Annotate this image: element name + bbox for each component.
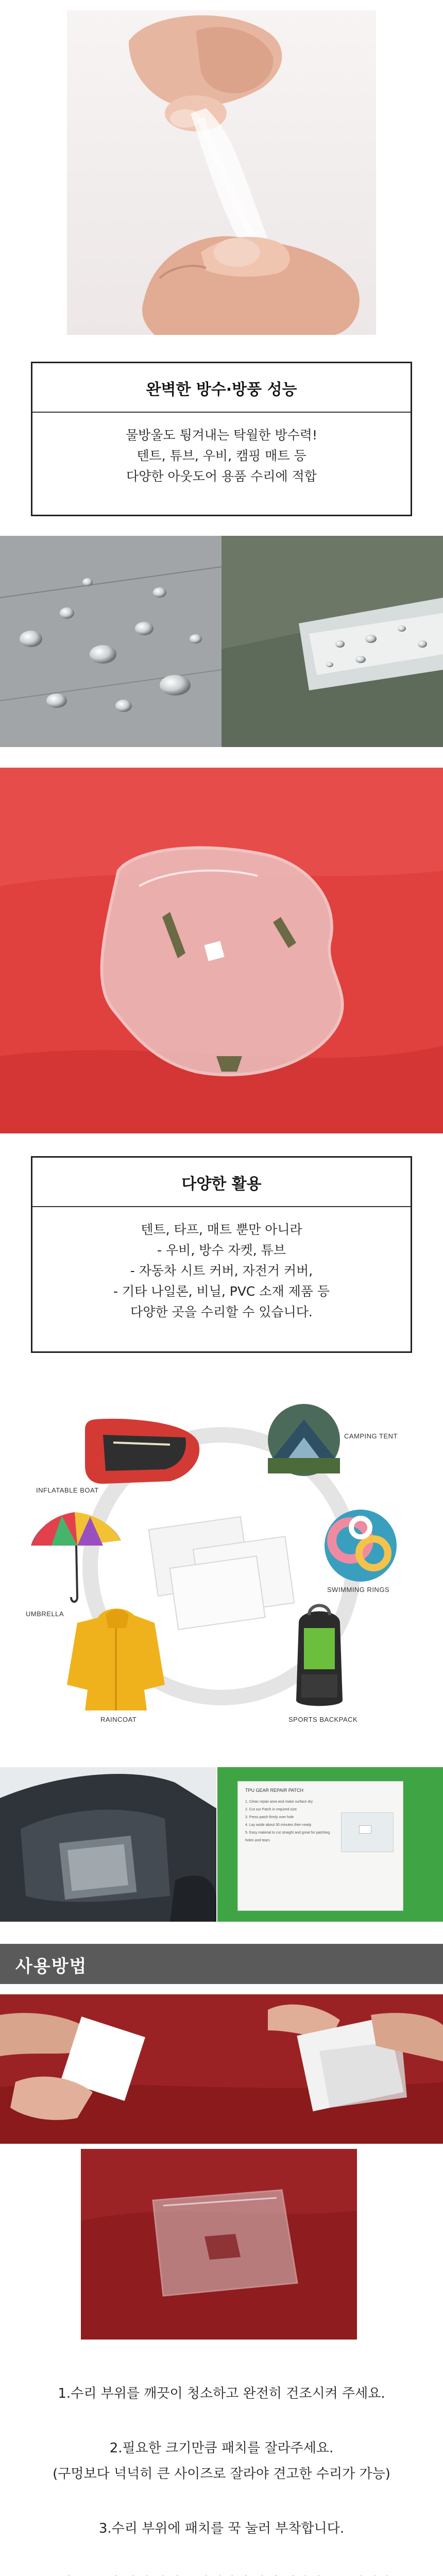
howto-banner — [0, 1944, 443, 1984]
camping-tent-icon — [268, 1404, 340, 1476]
instruction-line: 4. Lay aside about 30 minutes then ready — [245, 1823, 312, 1827]
sports-backpack-label: SPORTS BACKPACK — [288, 1716, 358, 1723]
feature-box-waterproof — [31, 362, 412, 516]
package-card-title: TPU GEAR REPAIR PATCH — [245, 1788, 304, 1793]
swimming-rings-label: SWIMMING RINGS — [327, 1586, 390, 1594]
inflatable-boat-icon — [85, 1419, 199, 1484]
umbrella-label: UMBRELLA — [26, 1610, 64, 1618]
instruction-line: 2. Cut our Patch in required size — [245, 1808, 297, 1811]
instruction-line: 5. Easy material to cut straight and great for patching holes and tears — [245, 1831, 330, 1842]
feature-title: 완벽한 방수·방풍 성능 — [146, 381, 297, 399]
patch-cutout — [359, 1825, 371, 1834]
dark-gear-patch-photo — [0, 1767, 216, 1922]
hero-hands-photo — [67, 10, 376, 335]
raincoat-icon — [67, 1608, 165, 1710]
sports-backpack-icon — [296, 1605, 343, 1706]
red-fabric-patch-photo — [0, 768, 443, 1133]
umbrella-icon — [31, 1512, 121, 1602]
peel-backing-photo — [0, 1994, 443, 2144]
howto-step-2-note: (구멍보다 넉넉히 큰 사이즈로 잘라야 견고한 수리가 가능) — [53, 2466, 390, 2482]
camping-tent-label: CAMPING TENT — [344, 1432, 398, 1440]
package-card — [238, 1782, 403, 1910]
feature-line: 다양한 아웃도어 용품 수리에 적합 — [126, 469, 317, 484]
feature-description — [32, 413, 411, 500]
feature-line: 물방울도 튕겨내는 탁월한 방수력! — [126, 428, 317, 443]
hands-illustration — [67, 10, 376, 335]
feature-description — [32, 1207, 411, 1336]
raincoat-label: RAINCOAT — [100, 1716, 137, 1723]
package-card-instructions — [245, 1798, 333, 1844]
feature-line: - 우비, 방수 자켓, 튜브 — [157, 1243, 286, 1258]
applied-patch-photo — [81, 2149, 357, 2340]
instruction-line: 3. Press patch firmly over hole — [245, 1816, 294, 1819]
feature-line: - 자동차 시트 커버, 자전거 커버, — [130, 1263, 313, 1278]
feature-line: 텐트, 타프, 매트 뿐만 아니라 — [141, 1222, 302, 1237]
inflatable-boat-label: INFLATABLE BOAT — [36, 1486, 99, 1494]
howto-step-4 — [0, 2572, 443, 2576]
green-package-photo — [217, 1767, 443, 1922]
howto-step-2: 2.필요한 크기만큼 패치를 잘라주세요. — [109, 2441, 334, 2456]
water-droplets-photo — [0, 536, 443, 747]
instruction-line: 1. Clean repair area and make surface dry — [245, 1800, 313, 1804]
howto-step-1: 1.수리 부위를 깨끗이 청소하고 완전히 건조시켜 주세요. — [58, 2386, 385, 2401]
swimming-rings-icon — [325, 1510, 397, 1582]
feature-title: 다양한 활용 — [181, 1175, 262, 1193]
feature-line: 다양한 곳을 수리할 수 있습니다. — [130, 1304, 313, 1319]
feature-line: 텐트, 튜브, 우비, 캠핑 매트 등 — [137, 448, 306, 463]
howto-step-3: 3.수리 부위에 패치를 꾹 눌러 부착합니다. — [98, 2521, 345, 2536]
howto-title: 사용방법 — [15, 1956, 88, 1977]
feature-line: - 기타 나일론, 비닐, PVC 소재 제품 등 — [113, 1284, 330, 1299]
feature-box-uses — [31, 1156, 412, 1353]
uses-diagram — [0, 1381, 443, 1762]
